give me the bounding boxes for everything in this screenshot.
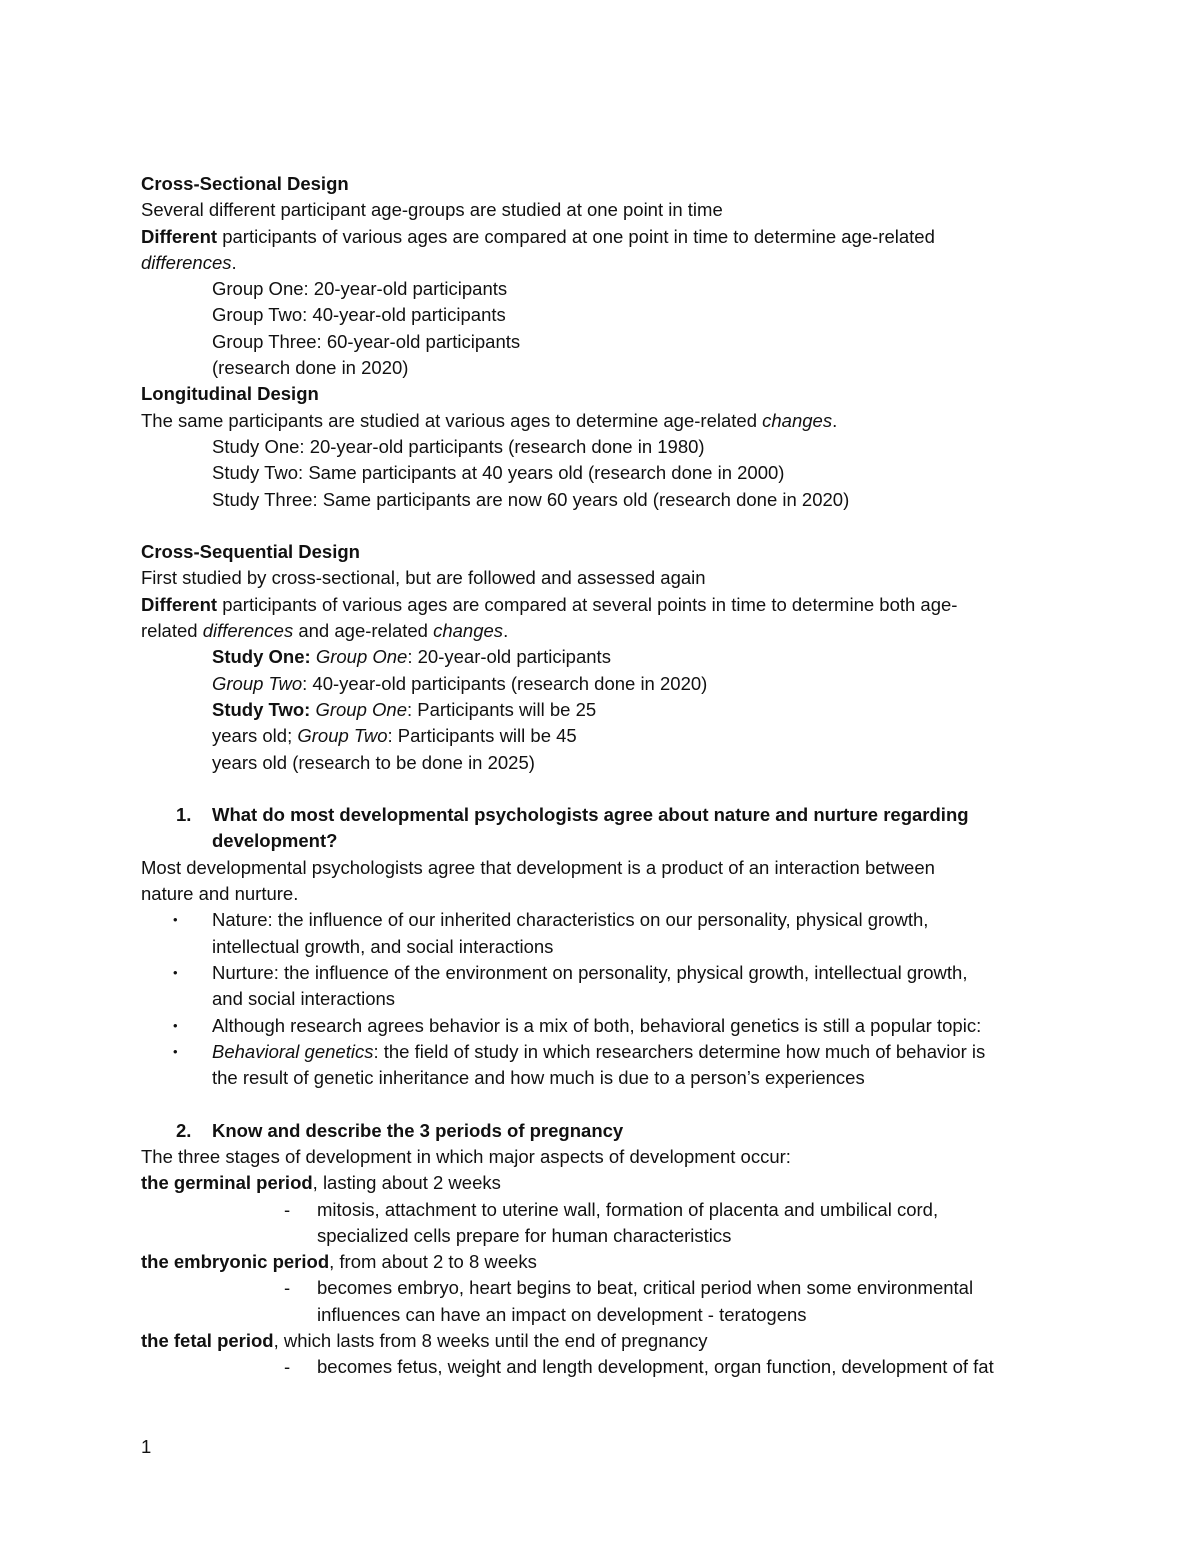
- list-item: • Although research agrees behavior is a mix of both, behavioral genetics is still a popular topic:: [141, 1013, 1061, 1039]
- question-1-answer: nature and nurture.: [141, 883, 299, 905]
- cross-sequential-line: First studied by cross-sectional, but are followed and assessed again: [141, 567, 706, 589]
- study-item: Study Three: Same participants are now 60 years old (research done in 2020): [212, 488, 850, 510]
- sequential-study-line: years old; Group Two: Participants will be 45: [212, 725, 577, 747]
- longitudinal-heading: Longitudinal Design: [141, 383, 319, 405]
- bullet-icon: •: [173, 1017, 178, 1033]
- sequential-study-line: Study One: Group One: 20-year-old participants: [212, 646, 611, 668]
- cross-sectional-line: Different participants of various ages are compared at one point in time to determine age-related: [141, 225, 935, 247]
- sequential-study-line: Group Two: 40-year-old participants (research done in 2020): [212, 672, 708, 694]
- question-1-answer: Most developmental psychologists agree that development is a product of an interaction between: [141, 856, 935, 878]
- cross-sequential-heading: Cross-Sequential Design: [141, 541, 360, 563]
- cross-sectional-line: differences.: [141, 251, 237, 273]
- period-embryonic: the embryonic period, from about 2 to 8 weeks: [141, 1251, 537, 1273]
- cross-sectional-line: Several different participant age-groups are studied at one point in time: [141, 199, 723, 221]
- dash-item: - becomes embryo, heart begins to beat, critical period when some environmental: [284, 1277, 974, 1299]
- dash-item: - becomes fetus, weight and length development, organ function, development of fat: [284, 1356, 994, 1378]
- group-item: Group One: 20-year-old participants: [212, 278, 508, 300]
- document-page: [141, 171, 1061, 1381]
- cross-sequential-line: Different participants of various ages are compared at several points in time to determine both age-: [141, 593, 958, 615]
- sequential-study-line: years old (research to be done in 2025): [212, 751, 535, 773]
- group-item: Group Two: 40-year-old participants: [212, 304, 506, 326]
- bullet-icon: •: [173, 964, 178, 980]
- period-germinal: the germinal period, lasting about 2 weeks: [141, 1172, 501, 1194]
- bullet-icon: •: [173, 912, 178, 928]
- list-item: • Nurture: the influence of the environment on personality, physical growth, intellectual growth,: [141, 960, 1061, 986]
- cross-sectional-heading: Cross-Sectional Design: [141, 173, 349, 194]
- list-item-cont: the result of genetic inheritance and how much is due to a person’s experiences: [212, 1067, 865, 1089]
- sequential-study-line: Study Two: Group One: Participants will be 25: [212, 698, 597, 720]
- question-1-title: development?: [212, 830, 338, 852]
- study-item: Study One: 20-year-old participants (research done in 1980): [212, 435, 705, 457]
- longitudinal-line: The same participants are studied at various ages to determine age-related changes.: [141, 409, 838, 431]
- list-item: • Behavioral genetics: the field of study in which researchers determine how much of behavior is: [141, 1039, 1061, 1065]
- question-2-title: 2. Know and describe the 3 periods of pregnancy: [176, 1119, 624, 1141]
- group-item: Group Three: 60-year-old participants: [212, 330, 521, 352]
- period-fetal: the fetal period, which lasts from 8 weeks until the end of pregnancy: [141, 1330, 708, 1352]
- cross-sequential-line: related differences and age-related changes.: [141, 620, 509, 642]
- dash-item-cont: specialized cells prepare for human characteristics: [317, 1224, 732, 1246]
- list-item-cont: and social interactions: [212, 988, 396, 1010]
- dash-item-cont: influences can have an impact on development - teratogens: [317, 1303, 807, 1325]
- page-number: 1: [141, 1436, 152, 1457]
- list-item: • Nature: the influence of our inherited characteristics on our personality, physical growth,: [141, 907, 1061, 933]
- bullet-icon: •: [173, 1043, 178, 1059]
- question-2-intro: The three stages of development in which major aspects of development occur:: [141, 1145, 791, 1167]
- list-item-cont: intellectual growth, and social interactions: [212, 935, 554, 957]
- question-1-title: 1. What do most developmental psychologists agree about nature and nurture regarding: [176, 804, 969, 826]
- group-item: (research done in 2020): [212, 357, 409, 379]
- dash-item: - mitosis, attachment to uterine wall, formation of placenta and umbilical cord,: [284, 1198, 939, 1220]
- study-item: Study Two: Same participants at 40 years old (research done in 2000): [212, 462, 785, 484]
